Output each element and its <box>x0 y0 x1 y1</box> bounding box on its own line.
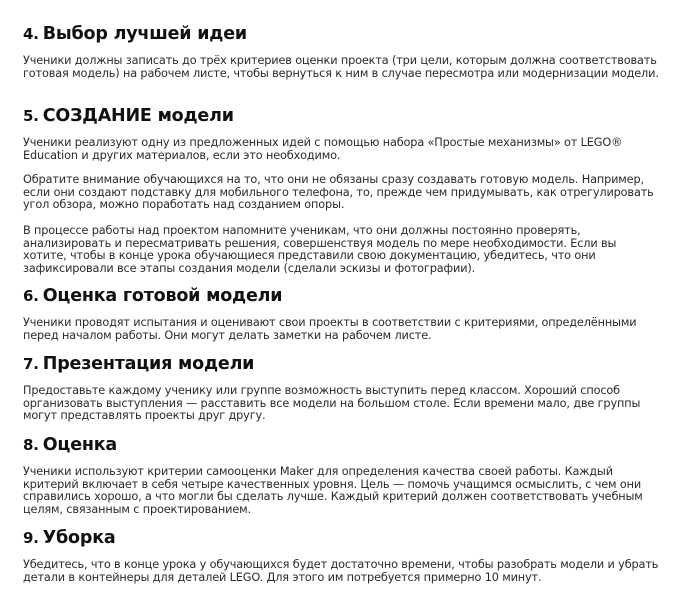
section-title: СОЗДАНИЕ модели <box>42 106 234 126</box>
section-paragraph: В процессе работы над проектом напомните ученикам, что они должны постоянно проверять, анализировать и пересматривать решения, совершенствуя модель по мере необходимости. Если вы хотите, чтобы в конце урока обучающиеся представили свою документацию, убедитесь, что они зафиксировали все этапы создания модели (сделали эскизы и фотографии). <box>23 223 617 275</box>
section-paragraph: Ученики проводят испытания и оценивают свои проекты в соответствии с критериями, определёнными перед началом работы. Они могут делать заметки на рабочем листе. <box>23 316 637 342</box>
section-heading <box>23 433 663 457</box>
section-cleanup <box>23 526 663 584</box>
section-title: Уборка <box>42 528 116 548</box>
section-title: Оценка <box>42 435 118 455</box>
section-paragraph: Убедитесь, что в конце урока у обучающихся будет достаточно времени, чтобы разобрать модели и убрать детали в контейнеры для деталей LEGO. Для этого им потребуется примерно 10 минут. <box>23 558 659 584</box>
section-create-model <box>23 104 663 275</box>
section-title: Оценка готовой модели <box>42 286 283 306</box>
section-number: 4. <box>23 25 39 43</box>
section-number: 9. <box>23 529 39 547</box>
section-heading <box>23 22 663 46</box>
section-heading <box>23 352 663 376</box>
section-number: 8. <box>23 436 39 454</box>
section-paragraph: Ученики используют критерии самооценки Maker для определения качества своей работы. Каждый критерий включает в себя четыре качественных уровня. Цель — помочь учащимся осмыслить, с чем они справились хорошо, а что могли бы сделать лучше. Каждый критерий должен соответствовать учебным целям, связанным с проектированием. <box>23 465 643 516</box>
section-title: Выбор лучшей идеи <box>42 24 247 44</box>
section-heading <box>23 104 663 128</box>
section-paragraph: Предоставьте каждому ученику или группе возможность выступить перед классом. Хороший способ организовать выступления — расставить все модели на большом столе. Если времени мало, две группы могут представлять проекты друг другу. <box>23 384 641 423</box>
section-assessment <box>23 433 663 516</box>
section-present-model <box>23 352 663 423</box>
section-choose-best-idea <box>23 22 663 80</box>
section-paragraph: Ученики реализуют одну из предложенных идей с помощью набора «Простые механизмы» от LEGO® Education и других материалов, если это необходимо. <box>23 136 623 162</box>
section-heading <box>23 284 663 308</box>
section-paragraph: Обратите внимание обучающихся на то, что они не обязаны сразу создавать готовую модель. Например, если они создают подставку для мобильного телефона, то, прежде чем придумывать, как отрегулировать угол обзора, можно поработать над созданием опоры. <box>23 173 654 212</box>
section-evaluate-model <box>23 284 663 342</box>
section-heading <box>23 526 663 550</box>
section-paragraph: Ученики должны записать до трёх критериев оценки проекта (три цели, которым должна соответствовать готовая модель) на рабочем листе, чтобы вернуться к ним в случае пересмотра или модернизации модели. <box>23 54 659 80</box>
section-title: Презентация модели <box>42 354 255 374</box>
section-number: 6. <box>23 287 39 305</box>
section-number: 7. <box>23 355 39 373</box>
section-number: 5. <box>23 107 39 125</box>
